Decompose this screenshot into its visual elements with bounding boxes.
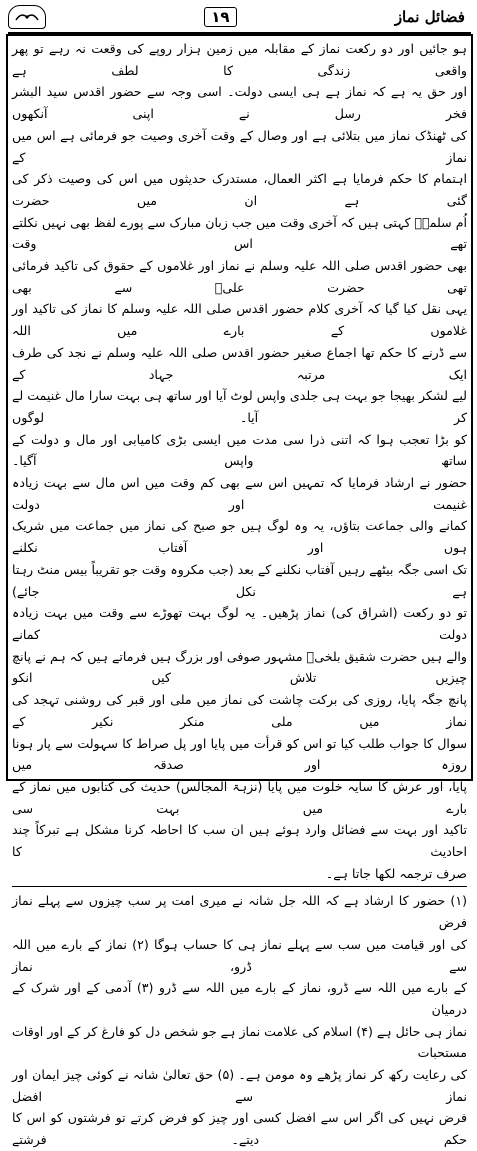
- text-line: پانچ جگہ پایا، روزی کی برکت چاشت کی نماز میں ملی اور قبر کی روشنی تہجد کی نماز میں ملی منکر نکیر کے: [12, 692, 467, 729]
- text-line: اور حق یہ ہے کہ نماز ہے ہی ایسی دولت۔ اسی وجہ سے حضور اقدس سید البشر فخر رسل نے اپنی آنکھوں: [12, 84, 467, 122]
- page-number: ١٩: [204, 7, 236, 27]
- text-line: نماز ہی حائل ہے (۴) اسلام کی علامت نماز ہے جو شخص دل کو فارغ کر کے اور اوقات مستحبات: [12, 1023, 467, 1061]
- paragraph-hadith-list: [12, 890, 467, 1150]
- text-line: تک اسی جگہ بیٹھے رہیں آفتاب نکلنے کے بعد (جب مکروہ وقت جو تقریباً بیس منٹ رہتا ہے نکل جائے): [12, 561, 467, 599]
- text-line: کے بارے میں اللہ سے ڈرو، نماز کے بارے میں اللہ سے ڈرو (۳) آدمی کے اور شرک کے درمیان: [12, 980, 467, 1017]
- text-line: صرف ترجمہ لکھا جاتا ہے۔: [325, 865, 467, 881]
- running-title: فضائل نماز: [394, 8, 465, 26]
- text-line: کی رعایت رکھ کر نماز پڑھے وہ مومن ہے۔ (۵) حق تعالیٰ شانہ نے کوئی چیز ایمان اور نماز سے افضل: [12, 1067, 467, 1104]
- text-line: یہی نقل کیا گیا کہ آخری کلام حضور اقدس صلی اللہ علیہ وسلم کا نماز کی تاکید اور غلاموں کے بارے میں اللہ: [12, 301, 467, 339]
- text-line: بھی حضور اقدس صلی اللہ علیہ وسلم نے نماز اور غلاموں کے حقوق کی تاکید فرمائی تھی حضرت علیؓ سے بھی: [12, 258, 467, 295]
- text-line: فرض نہیں کی اگر اس سے افضل کسی اور چیز کو فرض کرتے تو فرشتوں کو اس کا حکم دیتے۔ فرشتے: [12, 1110, 467, 1148]
- text-line: ہو جائیں اور دو رکعت نماز کے مقابلہ میں زمین ہزار روپے کی وقعت نہ رہے تو پھر واقعی زندگی کا لطف ہے: [12, 41, 467, 78]
- flourish-icon: [14, 10, 40, 24]
- text-line: لیے لشکر بھیجا جو بہت ہی جلدی واپس لوٹ آیا اور ساتھ ہی بہت سارا مال غنیمت لے کر آیا۔ لوگوں: [12, 388, 467, 425]
- text-line: سوال کا جواب طلب کیا تو اس کو قرأت میں پایا اور پل صراط کا سہولت سے پار ہونا روزہ اور صدقہ میں: [12, 735, 467, 773]
- text-line: اہتمام کا حکم فرمایا ہے اکثر العمال، مستدرک حدیثوں میں اس کی وصیت ذکر کی گئی ہے ان میں حضرت: [12, 171, 467, 208]
- text-line: (۱) حضور کا ارشاد ہے کہ اللہ جل شانہ نے میری امت پر سب چیزوں سے پہلے نماز فرض: [12, 893, 467, 931]
- text-line: کو بڑا تعجب ہوا کہ اتنی ذرا سی مدت میں ایسی بڑی کامیابی اور مال و دولت کے ساتھ واپس آگیا۔: [12, 431, 467, 469]
- section-divider: [12, 886, 467, 887]
- text-line: پایا، اور عرش کا سایہ خلوت میں پایا (نزہۃ المجالس) حدیث کی کتابوں میں نماز کے بارے میں بہت سی: [12, 778, 467, 816]
- text-line: کی اور قیامت میں سب سے پہلے نماز ہی کا حساب ہوگا (۲) نماز کے بارے میں اللہ سے ڈرو، نماز: [12, 936, 467, 974]
- text-line: کی ٹھنڈک نماز میں بتلائی ہے اور وصال کے وقت آخری وصیت جو فرمائی ہے اس میں نماز کے: [12, 127, 467, 165]
- text-line: حضور نے ارشاد فرمایا کہ تمہیں اس سے بھی کم وقت میں اس مال سے بہت زیادہ غنیمت اور دولت: [12, 475, 467, 512]
- paragraph-intro: [12, 38, 467, 884]
- text-line: کمانے والی جماعت بتاؤں، یہ وہ لوگ ہیں جو صبح کی نماز میں جماعت میں شریک ہوں اور آفتاب نکلنے: [12, 518, 467, 556]
- page-body: [12, 38, 467, 1148]
- text-line: سے ڈرنے کا حکم تھا اجماع صغیر حضور اقدس صلی اللہ علیہ وسلم نے نجد کی طرف ایک مرتبہ جہاد کے: [12, 344, 467, 382]
- text-line: تو دو رکعت (اشراق کی) نماز پڑھیں۔ یہ لوگ بہت تھوڑے سے وقت میں بہت زیادہ دولت کمانے: [12, 605, 467, 642]
- page-header: [8, 2, 471, 34]
- decorative-cartouche-icon: [8, 5, 46, 29]
- text-line: اُم سلمہؓ کہتی ہیں کہ آخری وقت میں جب زبان مبارک سے پورے لفظ بھی نہیں نکلتے تھے اس وقت: [12, 214, 467, 252]
- text-line: تاکید اور بہت سے فضائل وارد ہوئے ہیں ان سب کا احاطہ کرنا مشکل ہے تبرکاً چند احادیث کا: [12, 822, 467, 860]
- text-line: والے ہیں حضرت شقیق بلخیؒ مشہور صوفی اور بزرگ ہیں فرماتے ہیں کہ ہم نے پانچ چیزیں تلاش کیں انکو: [12, 648, 467, 686]
